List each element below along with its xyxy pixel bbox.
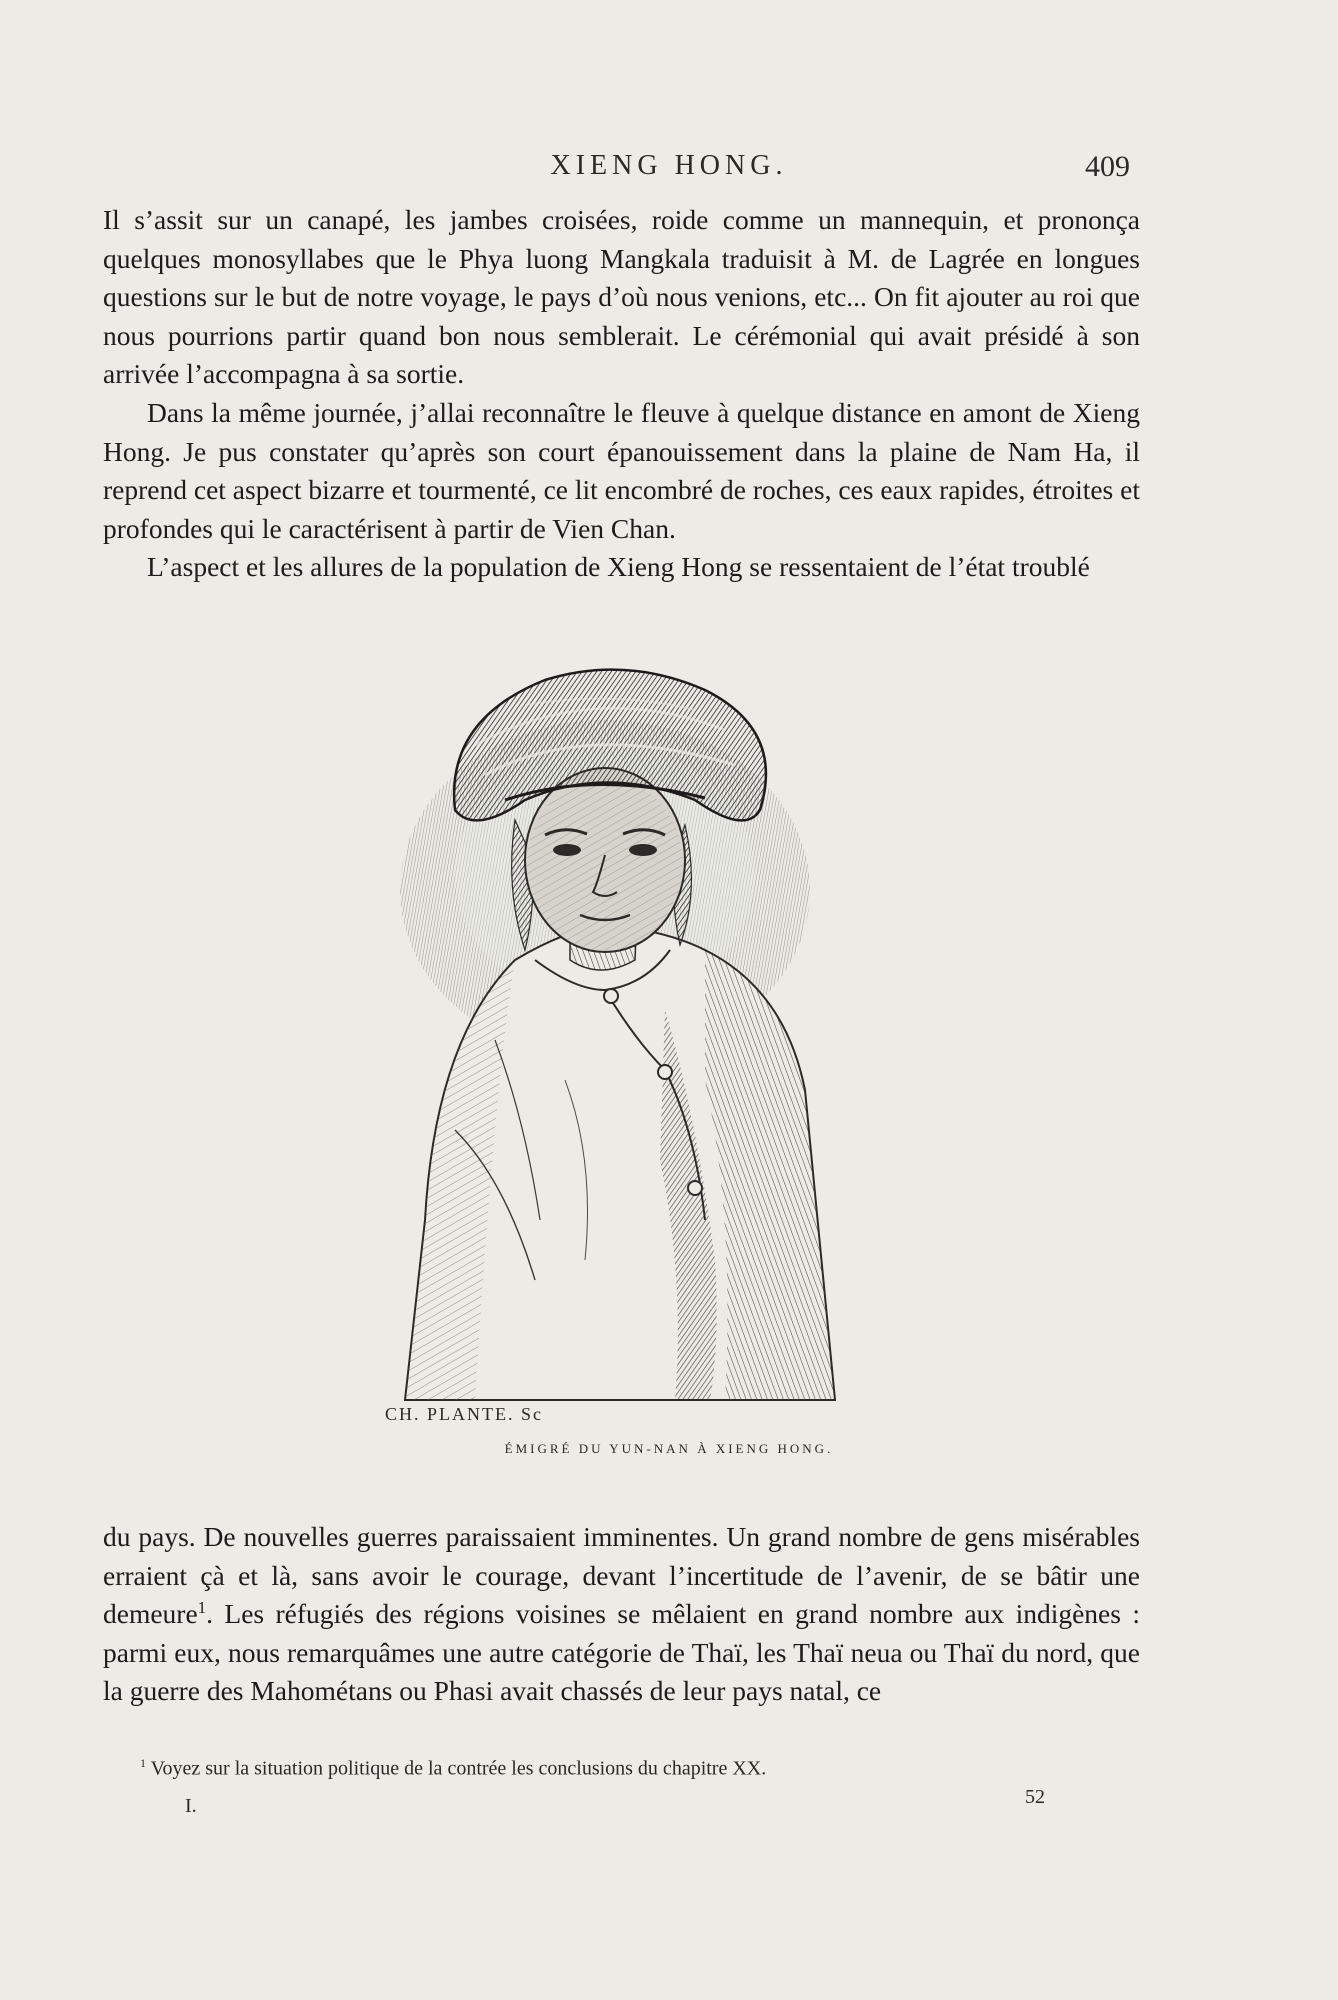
portrait-engraving: [365, 660, 885, 1430]
page-number: 409: [1085, 150, 1130, 183]
figure-caption: ÉMIGRÉ DU YUN-NAN À XIENG HONG.: [504, 1441, 834, 1456]
engraver-signature: CH. PLANTE. Sc: [385, 1404, 543, 1424]
paragraph: L’aspect et les allures de la population de Xieng Hong se ressentaient de l’état troublé: [147, 551, 1090, 583]
body-text-bottom: [103, 1518, 1140, 1711]
paragraph: Dans la même journée, j’allai reconnaître le fleuve à quelque distance en amont de Xieng Hong. Je pus constater qu’après son court épanouissement dans la plaine de Nam Ha, il reprend cet aspect bizarre et tourmenté, ce lit encombré de roches, ces eaux rapides, étroites et profondes qui le caractérisent à partir de Vien Chan.: [103, 396, 1140, 544]
footnote-text: Voyez sur la situation politique de la contrée les conclusions du chapitre XX.: [150, 1757, 767, 1780]
paragraph: [103, 1518, 1140, 1711]
running-head: [0, 150, 1338, 190]
paragraph-text: du pays. De nouvelles guerres paraissaient imminentes. Un grand nombre de gens misérables erraient çà et là, sans avoir le courage, devant l’incertitude de l’avenir, de se bâtir une demeure: [103, 1521, 1140, 1630]
paragraph-text: . Les réfugiés des régions voisines se mêlaient en grand nombre aux indigènes : parmi eux, nous remarquâmes une autre catégorie de Thaï, les Thaï neua ou Thaï du nord, que la guerre des Mahométans ou Phasi avait chassés de leur pays natal, ce: [103, 1598, 1140, 1707]
footnote-marker: 1: [140, 1756, 146, 1770]
paragraph: Il s’assit sur un canapé, les jambes croisées, roide comme un mannequin, et prononça quelques monosyllabes que le Phya luong Mangkala traduisit à M. de Lagrée en longues questions sur le but de notre voyage, le pays d’où nous venions, etc... On fit ajouter au roi que nous pourrions partir quand bon nous semblerait. Le cérémonial qui avait présidé à son arrivée l’accompagna à sa sortie.: [103, 204, 1140, 390]
footnote: [140, 1756, 1040, 1781]
sheet-signature: 52: [1025, 1786, 1045, 1808]
running-title: XIENG HONG.: [550, 150, 788, 181]
volume-signature: I.: [185, 1795, 197, 1817]
footnote-reference[interactable]: 1: [197, 1598, 207, 1618]
body-text-top: [103, 201, 1140, 587]
